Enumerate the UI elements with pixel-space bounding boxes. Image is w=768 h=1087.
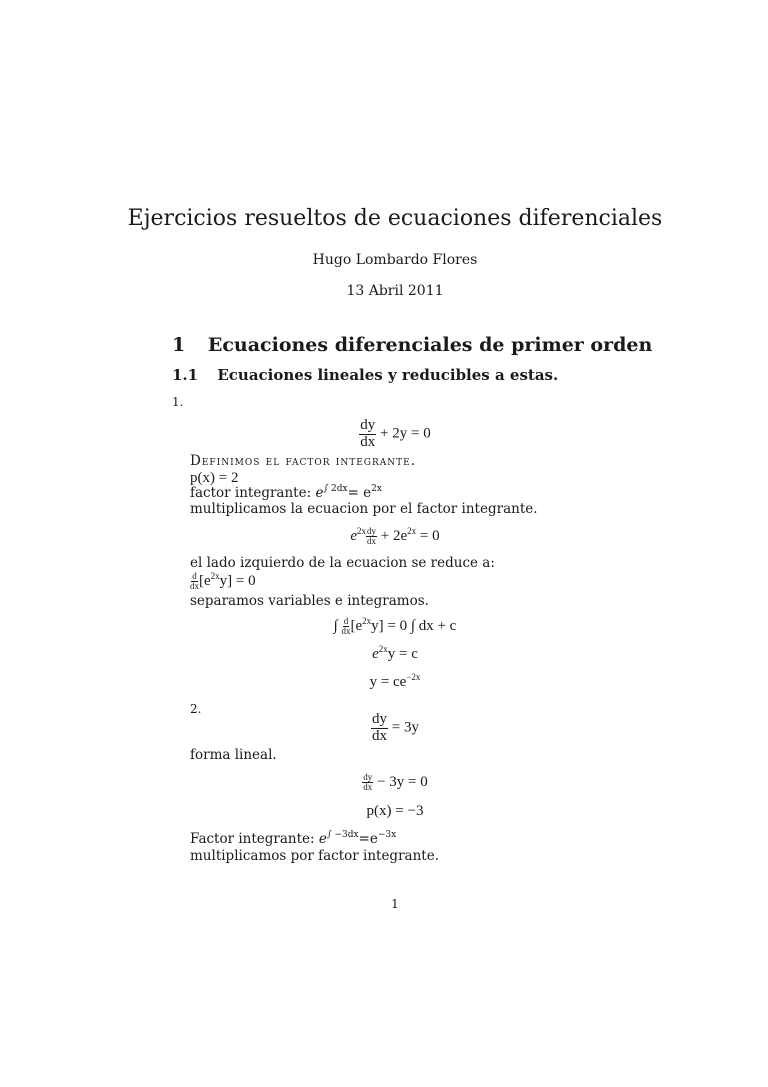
section-number: 1 <box>172 334 186 356</box>
page-number: 1 <box>391 897 399 911</box>
ex2-px: p(x) = −3 <box>366 803 424 819</box>
ex1-equation-1: $\frac{dy}{dx}$ + 2y = 0 <box>360 417 431 450</box>
date: 13 Abril 2011 <box>346 283 444 299</box>
ex1-equation-5: $y = ce^{-2x}$ <box>369 672 421 690</box>
ex1-equation-3: ∫ $\frac{d}{dx}$ $[e^{2x}y] = 0$ ∫ dx + c <box>333 615 457 636</box>
exercise-2-label: 2. <box>190 702 202 716</box>
ex1-lado-text: el lado izquierdo de la ecuacion se reduce a: <box>190 555 495 571</box>
ex1-reduce-eq: $\frac{d}{dx}$ $[e^{2x}y] = 0$ <box>190 570 256 591</box>
ex2-forma-lineal: forma lineal. <box>190 747 277 763</box>
section-title: Ecuaciones diferenciales de primer orden <box>207 334 653 356</box>
document-title: Ejercicios resueltos de ecuaciones diferenciales <box>127 206 663 231</box>
subsection-number: 1.1 <box>172 366 199 384</box>
ex2-equation-1: $\frac{dy}{dx}$ = 3y <box>372 711 419 744</box>
exercise-1-label: 1. <box>172 395 184 409</box>
ex2-factor-line: Factor integrante: $e^{\int -3dx}=e^{-3x}$ <box>190 830 397 847</box>
ex1-equation-2: $e^{2x}$ $\frac{dy}{dx}$ + $2e^{2x} = 0$ <box>350 525 440 546</box>
subsection-title: Ecuaciones lineales y reducibles a estas. <box>217 366 559 384</box>
subsection-heading <box>172 366 558 384</box>
ex1-factor-line: factor integrante: $e^{\int 2dx}= e^{2x}$ <box>190 484 382 501</box>
ex2-equation-2: $\frac{dy}{dx}$ − 3y = 0 <box>363 772 428 792</box>
definimos-text: Definimos el factor integrante. <box>190 453 417 469</box>
ex1-equation-4: $e^{2x}y = c$ <box>372 644 418 662</box>
author: Hugo Lombardo Flores <box>312 252 478 268</box>
ex1-px: p(x) = 2 <box>190 470 239 486</box>
ex1-separamos: separamos variables e integramos. <box>190 593 429 609</box>
section-heading <box>172 334 652 356</box>
ex2-multiplicamos: multiplicamos por factor integrante. <box>190 848 439 864</box>
ex1-multiplicamos: multiplicamos la ecuacion por el factor integrante. <box>190 501 538 517</box>
